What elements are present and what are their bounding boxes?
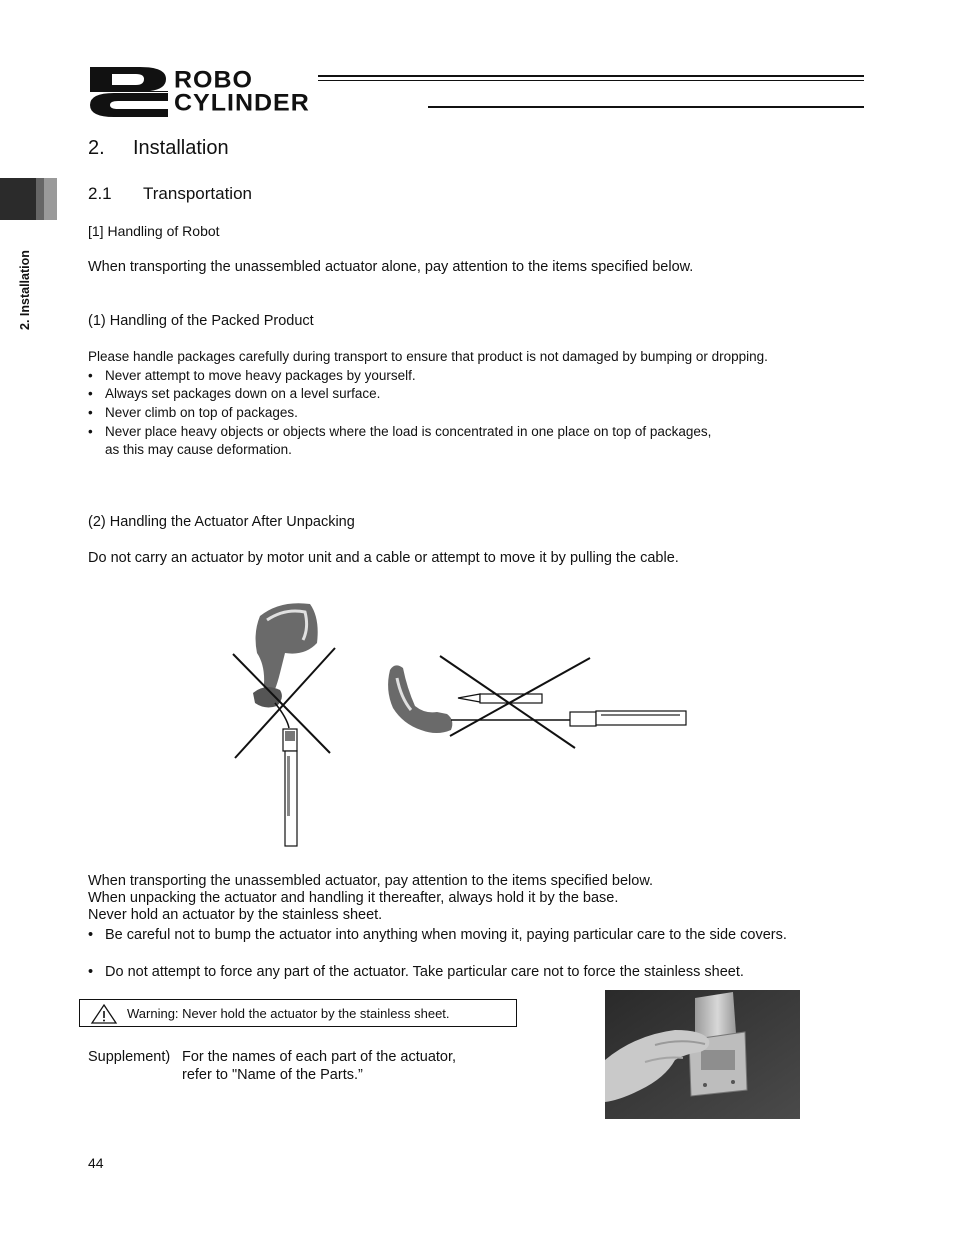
logo-text-cylinder: CYLINDER <box>174 89 310 117</box>
header-rule-bottom <box>428 106 864 108</box>
list-item: • Never attempt to move heavy packages by yourself. <box>88 368 416 383</box>
supplement-line-1: For the names of each part of the actuator, <box>182 1049 457 1065</box>
chapter-heading <box>88 137 229 160</box>
side-tab-label: 2. Installation <box>18 250 32 330</box>
rc-logo-icon <box>88 67 172 117</box>
header-rule-top <box>318 75 864 77</box>
after-line-1: When transporting the unassembled actuator, pay attention to the items specified below. <box>88 873 654 889</box>
intro-paragraph: When transporting the unassembled actuator alone, pay attention to the items specified below. <box>88 259 694 275</box>
page-number: 44 <box>88 1155 104 1171</box>
subsection-label: [1] Handling of Robot <box>88 223 220 239</box>
supplement-label: Supplement) <box>88 1049 171 1065</box>
part2-heading: (2) Handling the Actuator After Unpacking <box>88 514 355 530</box>
chapter-number: 2. <box>88 137 105 159</box>
warning-text: Warning: Never hold the actuator by the stainless sheet. <box>127 1006 450 1021</box>
section-title: Transportation <box>143 184 252 203</box>
side-tab-light <box>44 178 57 220</box>
logo-text-robo: ROBO <box>174 66 253 94</box>
part2-lead: Do not carry an actuator by motor unit and a cable or attempt to move it by pulling the cable. <box>88 550 679 566</box>
part1-lead: Please handle packages carefully during transport to ensure that product is not damaged by bumping or dropping. <box>88 349 768 364</box>
supplement-line-2: refer to "Name of the Parts.” <box>182 1067 363 1083</box>
side-tab-dark <box>0 178 36 220</box>
warning-box <box>79 999 517 1027</box>
hand-holding-actuator-photo <box>605 990 800 1119</box>
list-item: • Never place heavy objects or objects where the load is concentrated in one place on top of packages, <box>88 424 712 439</box>
part1-heading: (1) Handling of the Packed Product <box>88 313 314 329</box>
after-line-2: When unpacking the actuator and handling it thereafter, always hold it by the base. <box>88 890 619 906</box>
side-tab-mid <box>36 178 44 220</box>
section-heading <box>88 184 252 204</box>
list-item: • Do not attempt to force any part of the actuator. Take particular care not to force the stainless sheet. <box>88 964 744 980</box>
header-rule-top-thin <box>318 80 864 81</box>
chapter-title: Installation <box>133 137 229 159</box>
handling-illustration <box>225 598 695 850</box>
arm-lifting-by-cable-icon <box>253 603 318 846</box>
list-item-continuation: as this may cause deformation. <box>105 442 292 457</box>
list-item: • Always set packages down on a level surface. <box>88 386 381 401</box>
list-item: • Be careful not to bump the actuator into anything when moving it, paying particular care to the side covers. <box>88 927 787 943</box>
warning-triangle-icon <box>90 1003 118 1025</box>
after-line-3: Never hold an actuator by the stainless sheet. <box>88 907 383 923</box>
list-item: • Never climb on top of packages. <box>88 405 298 420</box>
section-number: 2.1 <box>88 184 112 203</box>
